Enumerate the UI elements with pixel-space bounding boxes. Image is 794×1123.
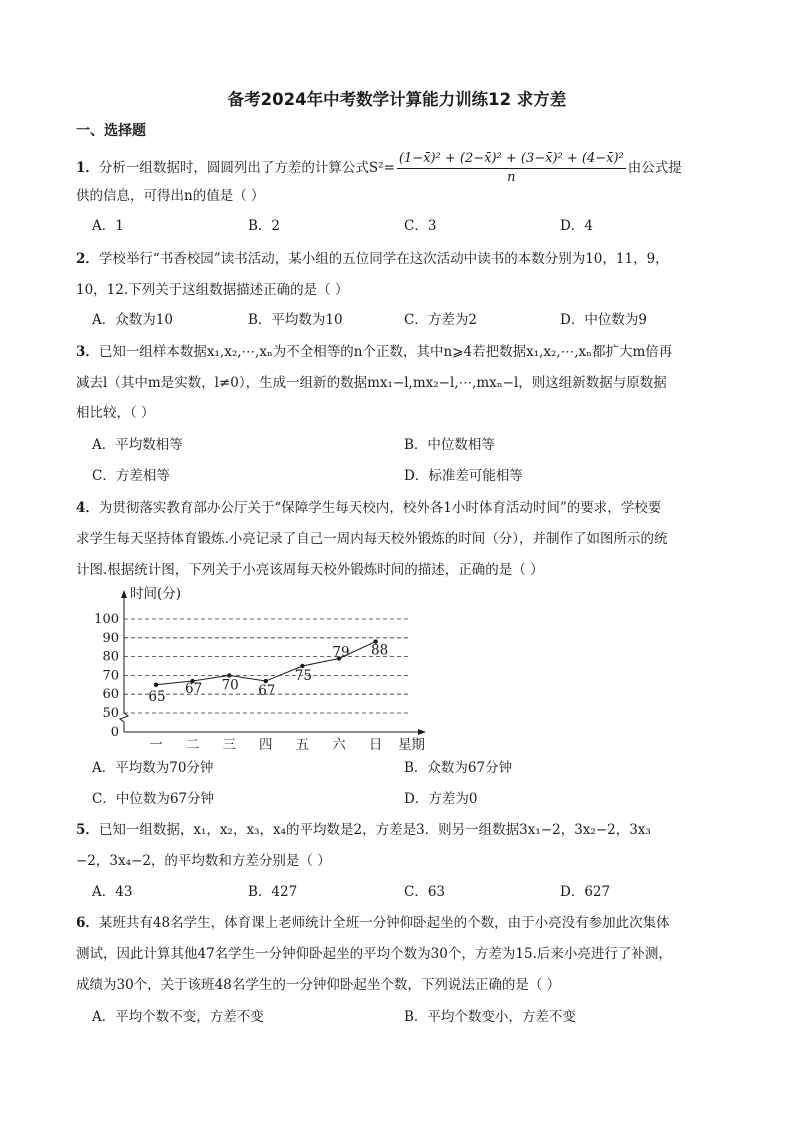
- q2-option-b[interactable]: B．平均数为10: [248, 312, 343, 328]
- question-1-text-b: 由公式提: [627, 160, 682, 176]
- q1-option-b[interactable]: B．2: [248, 218, 281, 234]
- x-tick-label-7: 日: [368, 737, 383, 753]
- q6-option-b[interactable]: B．平均个数变小，方差不变: [404, 1009, 576, 1025]
- q2-option-d[interactable]: D．中位数为9: [560, 312, 647, 328]
- q3-option-b[interactable]: B．中位数相等: [404, 437, 495, 453]
- x-axis-label: 星期: [398, 737, 425, 753]
- question-3-line-2: 减去l（其中m是实数，l≠0），生成一组新的数据mx₁−l,mx₂−l,⋯,mxₙ−l，则这组新数据与原数据: [76, 375, 667, 391]
- question-3-line-3: 相比较，（ ）: [76, 405, 155, 421]
- question-6-line-3: 成绩为30个，关于该班48名学生的一分钟仰卧起坐个数，下列说法正确的是（ ）: [76, 977, 561, 993]
- question-4-line-1: [76, 499, 661, 517]
- question-4-line-2: 求学生每天坚持体育锻炼.小亮记录了自己一周内每天校外锻炼的时间（分），并制作了如图所示的统: [76, 531, 668, 547]
- question-4-number: 4．: [76, 500, 99, 516]
- y-tick-label-90: 90: [102, 630, 119, 646]
- q4-option-a[interactable]: A．平均数为70分钟: [92, 760, 214, 776]
- data-label-1: 65: [148, 688, 166, 705]
- data-label-3: 70: [221, 677, 239, 694]
- x-tick-label-1: 一: [149, 737, 163, 753]
- q4-option-d[interactable]: D．方差为0: [404, 791, 478, 807]
- q5-option-d[interactable]: D．627: [560, 884, 611, 900]
- q1-option-c[interactable]: C．3: [404, 218, 437, 234]
- question-6-text: 某班共有48名学生，体育课上老师统计全班一分钟仰卧起坐的个数，由于小亮没有参加此次集体: [98, 915, 670, 931]
- question-5-line-2: −2，3x₄−2，的平均数和方差分别是（ ）: [76, 853, 331, 869]
- question-6-line-2: 测试，因此计算其他47名学生一分钟仰卧起坐的平均个数为30个，方差为15.后来小亮进行了补测，: [76, 946, 672, 962]
- question-1-line-2: 供的信息，可得出n的值是（ ）: [76, 188, 265, 204]
- data-label-7: 88: [371, 642, 389, 659]
- question-1-text-a: 分析一组数据时，圆圆列出了方差的计算公式S²=: [98, 160, 395, 176]
- question-3-text: 已知一组样本数据x₁,x₂,⋯,xₙ为不全相等的n个正数，其中n⩾4若把数据x₁,x₂,⋯,xₙ都扩大m倍再: [98, 344, 673, 360]
- y-tick-label-50: 50: [102, 706, 119, 721]
- x-tick-label-5: 五: [295, 737, 310, 753]
- axis-break-mark: [120, 713, 128, 722]
- question-5-text: 已知一组数据，x₁，x₂，x₃，x₄的平均数是2，方差是3．则另一组数据3x₁−2，3x₂−2，3x₃: [98, 822, 651, 838]
- data-label-2: 67: [185, 681, 203, 698]
- page-title: 备考2024年中考数学计算能力训练12 求方差: [227, 90, 567, 109]
- question-3-line-1: [76, 343, 672, 361]
- x-axis-arrow: [418, 729, 426, 735]
- variance-formula: [397, 150, 626, 187]
- question-6-number: 6．: [76, 915, 99, 931]
- y-axis-arrow: [121, 590, 127, 598]
- section-heading: 一、选择题: [76, 123, 146, 139]
- x-tick-label-6: 六: [332, 737, 346, 753]
- q5-option-b[interactable]: B．427: [248, 884, 298, 900]
- data-label-5: 75: [294, 668, 312, 684]
- question-5-number: 5．: [76, 822, 99, 838]
- q6-option-a[interactable]: A．平均个数不变，方差不变: [92, 1009, 264, 1025]
- q3-option-c[interactable]: C．方差相等: [92, 468, 170, 484]
- question-1-number: 1．: [76, 160, 99, 176]
- question-2-number: 2．: [76, 251, 99, 267]
- y-tick-label-100: 100: [94, 612, 119, 627]
- y-tick-label-80: 80: [102, 649, 119, 665]
- q3-option-a[interactable]: A．平均数相等: [92, 437, 183, 453]
- formula-numerator: (1−x̄)² + (2−x̄)² + (3−x̄)² + (4−x̄)²: [397, 150, 626, 169]
- x-tick-label-3: 三: [222, 737, 236, 753]
- q5-option-a[interactable]: A．43: [92, 884, 133, 900]
- y-axis-label: 时间(分): [130, 586, 182, 602]
- question-4-text: 为贯彻落实教育部办公厅关于“保障学生每天校内，校外各1小时体育活动时间”的要求，学校要: [98, 500, 662, 516]
- data-label-6: 79: [332, 644, 350, 661]
- x-tick-label-2: 二: [185, 737, 200, 753]
- question-2-line-1: [76, 250, 669, 268]
- q3-option-d[interactable]: D．标准差可能相等: [404, 468, 523, 484]
- question-6-line-1: [76, 914, 670, 932]
- q4-option-c[interactable]: C．中位数为67分钟: [92, 791, 215, 807]
- question-3-number: 3．: [76, 344, 99, 360]
- q2-option-a[interactable]: A．众数为10: [92, 312, 173, 328]
- y-tick-label-60: 60: [102, 687, 119, 703]
- question-1-line-1: [76, 150, 682, 187]
- q1-option-a[interactable]: A．1: [92, 218, 124, 234]
- y-tick-label-0: 0: [110, 725, 119, 740]
- x-tick-label-4: 四: [259, 737, 273, 753]
- data-point-1: [154, 683, 158, 687]
- data-label-4: 67: [258, 683, 276, 700]
- formula-denominator: n: [507, 170, 516, 185]
- q5-option-c[interactable]: C．63: [404, 884, 446, 900]
- question-2-line-2: 10，12.下列关于这组数据描述正确的是（ ）: [76, 282, 349, 298]
- q1-option-d[interactable]: D．4: [560, 218, 593, 234]
- q4-option-b[interactable]: B．众数为67分钟: [404, 760, 513, 776]
- question-5-line-1: [76, 821, 651, 839]
- question-2-text: 学校举行“书香校园”读书活动，某小组的五位同学在这次活动中读书的本数分别为10，11，9，: [98, 251, 669, 267]
- y-tick-label-70: 70: [102, 668, 119, 684]
- question-4-line-3: 计图.根据统计图，下列关于小亮该周每天校外锻炼时间的描述，正确的是（ ）: [76, 562, 544, 578]
- q2-option-c[interactable]: C．方差为2: [404, 312, 477, 328]
- exercise-time-line-chart: [88, 584, 448, 754]
